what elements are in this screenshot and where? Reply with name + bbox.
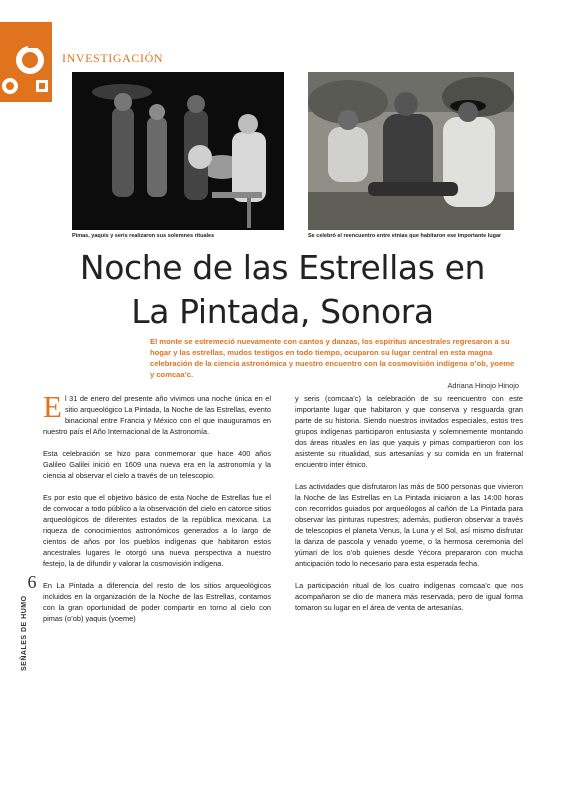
- photo-seated-group: [308, 72, 514, 230]
- paragraph-left-4: En La Pintada a diferencia del resto de los sitios arqueológicos incluidos en la organización de la Noche de las Estrellas, contamos con la gran oportunidad de poder compartir en torno al cielo con pimas (o’ob) yaquis (yoeme): [43, 581, 271, 623]
- paragraph-right-2: Las actividades que disfrutaron las más de 500 personas que vivieron la Noche de las Estrellas en La Pintada iniciaron a las 14:00 horas con recorridos guiados por arqueólogos al cañón de La Pintada para observar las pinturas rupestres; además, pudieron observar a través de telescopios el planeta Venus, la Luna y el Sol, así mismo disfrutar la danza de pascola y venado yoeme, o la hermosa ceremonia del yúmari de los o’ob quienes desde Yécora prepararon con mucha anticipación todo lo necesario para esta esperada fecha.: [295, 482, 523, 568]
- photo-caption-right: Se celebró el reencuentro entre etnias que habitaron ese importante lugar: [308, 233, 502, 239]
- photo-caption-left: Pimas, yaquis y seris realizaron sus solemnes rituales: [72, 233, 215, 239]
- article-lead: El monte se estremeció nuevamente con cantos y danzas, los espíritus ancestrales regresaron a su hogar y las estrellas, mudos testigos en todo tiempo, ocuparon su lugar central en esta magna celebración de la ciencia astronómica y nuestro encuentro con la cosmovisión indígena o’ob, yoeme y comcaa’c.: [150, 337, 515, 379]
- photo-seated-group-image: [308, 72, 514, 230]
- photo-night-ritual-image: [72, 72, 284, 230]
- paragraph-left-3: Es por esto que el objetivo básico de esta Noche de Estrellas fue el de convocar a todo público a la observación del cielo en catorce sitios arqueológicos de diferentes estados de la república mexicana. La riqueza de conocimientos astronómicos generados a lo largo de cientos de años por los pueblos indígenas que habitaron estos ancestrales lugares le otorgó una nueva perspectiva a nuestro festejo, la de difundir y valorar la cosmovisión indígena.: [43, 493, 271, 568]
- paragraph-left-2: Esta celebración se hizo para conmemorar que hace 400 años Galileo Galilei inició en 1609 una nueva era en la astronomía y la ciencia al observar el cielo a través de un telescopio.: [43, 449, 271, 480]
- page-number: 6: [27, 572, 37, 592]
- paragraph-right-1: y seris (comcaa’c) la celebración de su reencuentro con este importante lugar que habitaron y que conserva y resguarda gran parte de su historia. Siendo nuestros invitados especiales, estos tres grupos indígenas participaron entusiasta y solemnemente montando dos áreas rituales en las que yaquis y pimas compartieron con los asistente su ritualidad, sus artesanías y su comida en un fraternal encuentro inter étnico.: [295, 394, 523, 469]
- magazine-logo-icon: [0, 22, 52, 102]
- article-title-line-1: Noche de las Estrellas en: [79, 248, 486, 287]
- article-title: [40, 246, 525, 334]
- photo-night-ritual: [72, 72, 284, 230]
- article-column-right: [295, 393, 523, 624]
- article-title-line-2: La Pintada, Sonora: [131, 292, 434, 331]
- magazine-name: SEÑALES DE HUMO: [21, 595, 28, 671]
- paragraph-left-1-text: l 31 de enero del presente año vivimos una noche única en el sitio arqueológico La Pintada, la Noche de las Estrellas, evento binacional entre Francia y México con el que inauguramos en nuestro país el Año Internacional de la Astronomía.: [43, 394, 271, 436]
- section-label: INVESTIGACIÓN: [62, 51, 164, 65]
- drop-cap: E: [43, 389, 62, 424]
- paragraph-right-3: La participación ritual de los cuatro indígenas comcaa’c que nos acompañaron se dio de manera más reservada, pero de igual forma tomaron su lugar en el área de venta de artesanías.: [295, 581, 523, 612]
- article-column-left: [43, 389, 271, 635]
- article-author: Adriana Hinojo Hinojo: [447, 381, 519, 390]
- paragraph-left-1: [43, 389, 271, 437]
